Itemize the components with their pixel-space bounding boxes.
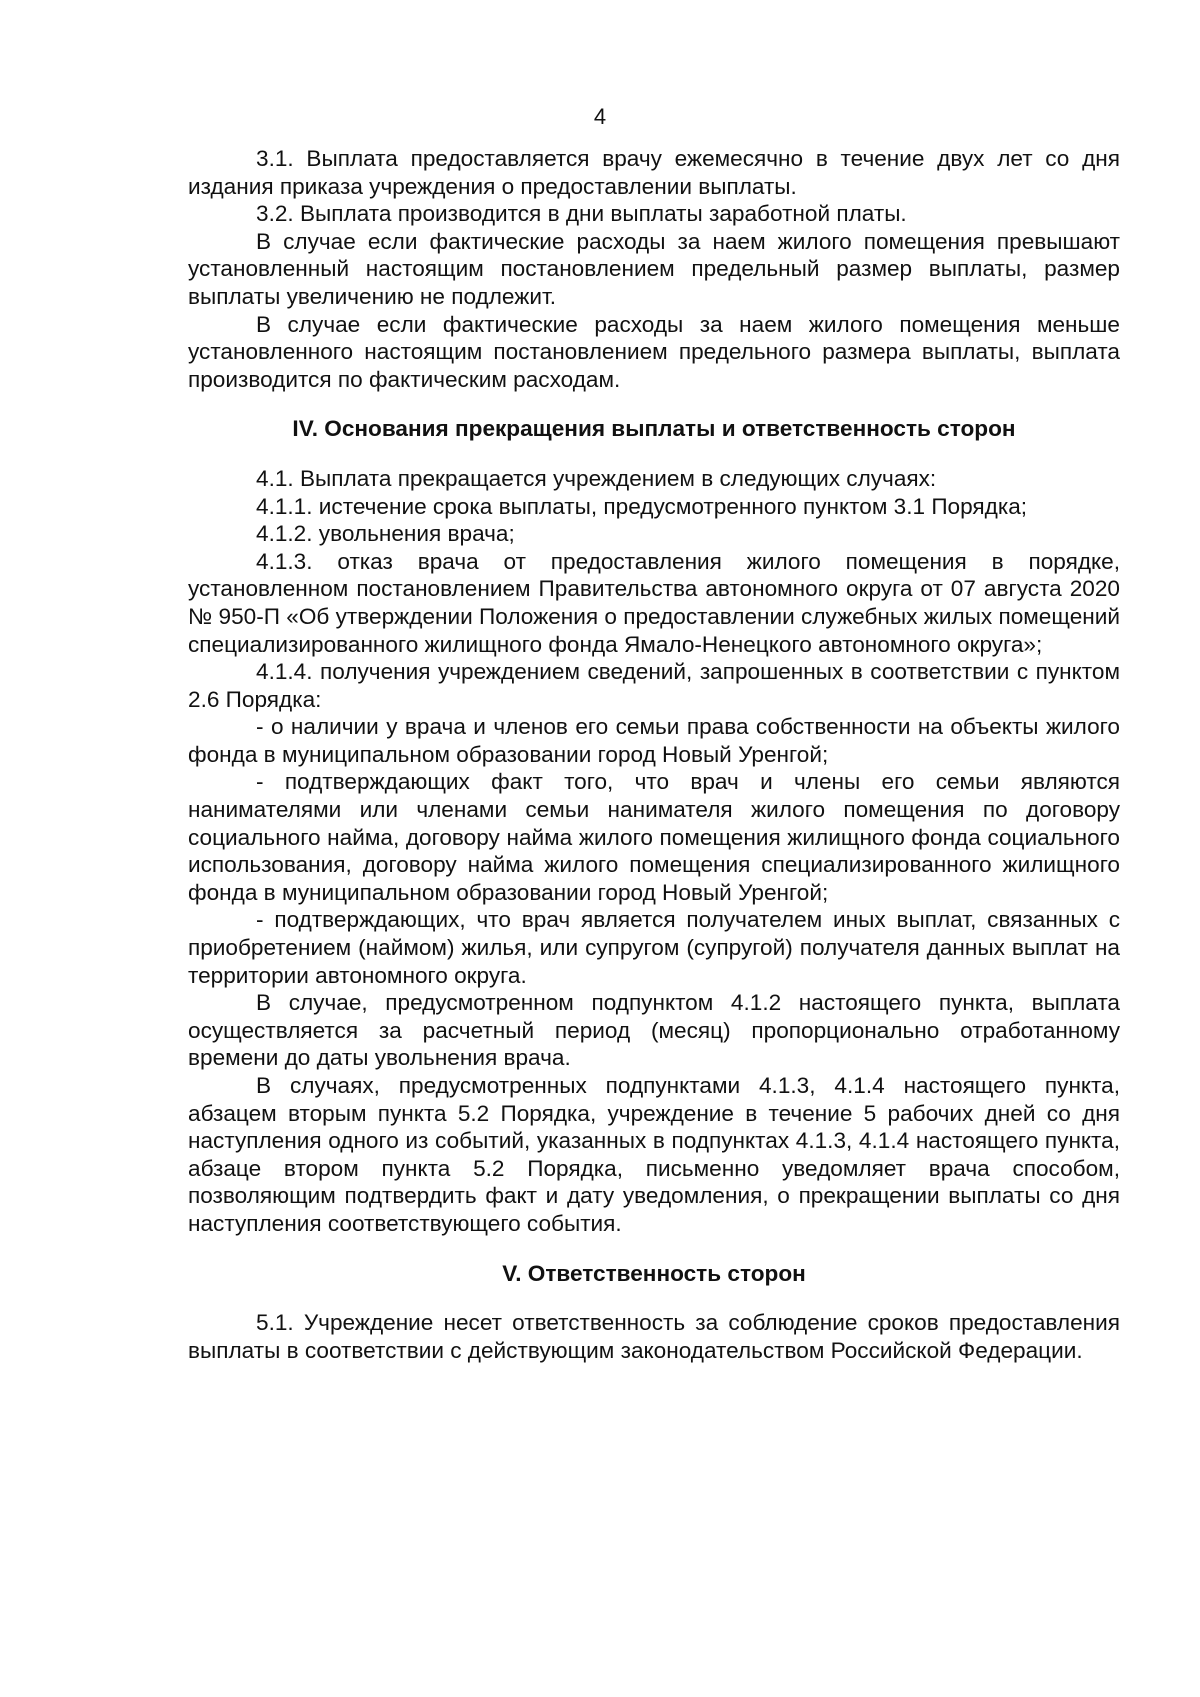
paragraph-4-1-2: 4.1.2. увольнения врача;	[256, 521, 515, 547]
list-item-tenancy: - подтверждающих факт того, что врач и члены его семьи являются нанимателями или членами семьи нанимателя жилого помещения по договору социального найма, договору найма жилого помещения жилищного фонда социального использования, договору найма жилого помещения специализированного жилищного фонда в муниципальном образовании город Новый Уренгой;	[188, 769, 1120, 905]
spacer	[188, 1238, 1120, 1260]
list-item-other-payments: - подтверждающих, что врач является получателем иных выплат, связанных с приобретением (наймом) жилья, или супругом (супругой) получателя данных выплат на территории автономного округа.	[188, 907, 1120, 988]
paragraph-4-1-4: 4.1.4. получения учреждением сведений, запрошенных в соответствии с пунктом 2.6 Порядка:	[188, 659, 1120, 712]
list-item-ownership: - о наличии у врача и членов его семьи права собственности на объекты жилого фонда в муниципальном образовании город Новый Уренгой;	[188, 714, 1120, 767]
paragraph-5-1: 5.1. Учреждение несет ответственность за соблюдение сроков предоставления выплаты в соответствии с действующим законодательством Российской Федерации.	[188, 1310, 1120, 1363]
paragraph-4-1-1: 4.1.1. истечение срока выплаты, предусмотренного пунктом 3.1 Порядка;	[256, 493, 1028, 519]
page-number: 4	[593, 104, 607, 129]
paragraph-4-1: 4.1. Выплата прекращается учреждением в следующих случаях:	[256, 465, 937, 491]
spacer	[188, 443, 1120, 465]
paragraph-dismissal-case: В случае, предусмотренном подпунктом 4.1.2 настоящего пункта, выплата осуществляется за расчетный период (месяц) пропорционально отработанному времени до даты увольнения врача.	[188, 990, 1120, 1071]
section-4-heading: IV. Основания прекращения выплаты и ответственность сторон	[292, 416, 1016, 442]
paragraph-3-2-excess: В случае если фактические расходы за наем жилого помещения превышают установленный настоящим постановлением предельный размер выплаты, размер выплаты увеличению не подлежит.	[188, 228, 1120, 309]
paragraph-4-1-3: 4.1.3. отказ врача от предоставления жилого помещения в порядке, установленном постановлением Правительства автономного округа от 07 августа 2020 № 950-П «Об утверждении Положения о предоставлении служебных жилых помещений специализированного жилищного фонда Ямало-Ненецкого автономного округа»;	[188, 548, 1120, 657]
paragraph-notification: В случаях, предусмотренных подпунктами 4.1.3, 4.1.4 настоящего пункта, абзацем вторым пункта 5.2 Порядка, учреждение в течение 5 рабочих дней со дня наступления одного из событий, указанных в подпунктах 4.1.3, 4.1.4 настоящего пункта, абзаце втором пункта 5.2 Порядка, письменно уведомляет врача способом, позволяющим подтвердить факт и дату уведомления, о прекращении выплаты со дня наступления соответствующего события.	[188, 1073, 1120, 1236]
section-5-heading: V. Ответственность сторон	[502, 1260, 806, 1286]
spacer	[188, 1287, 1120, 1309]
paragraph-3-2: 3.2. Выплата производится в дни выплаты заработной платы.	[256, 201, 907, 227]
document-body	[188, 145, 1120, 1364]
spacer	[188, 393, 1120, 415]
paragraph-3-2-less: В случае если фактические расходы за наем жилого помещения меньше установленного настоящим постановлением предельного размера выплаты, выплата производится по фактическим расходам.	[188, 311, 1120, 392]
paragraph-3-1: 3.1. Выплата предоставляется врачу ежемесячно в течение двух лет со дня издания приказа учреждения о предоставлении выплаты.	[188, 146, 1120, 199]
